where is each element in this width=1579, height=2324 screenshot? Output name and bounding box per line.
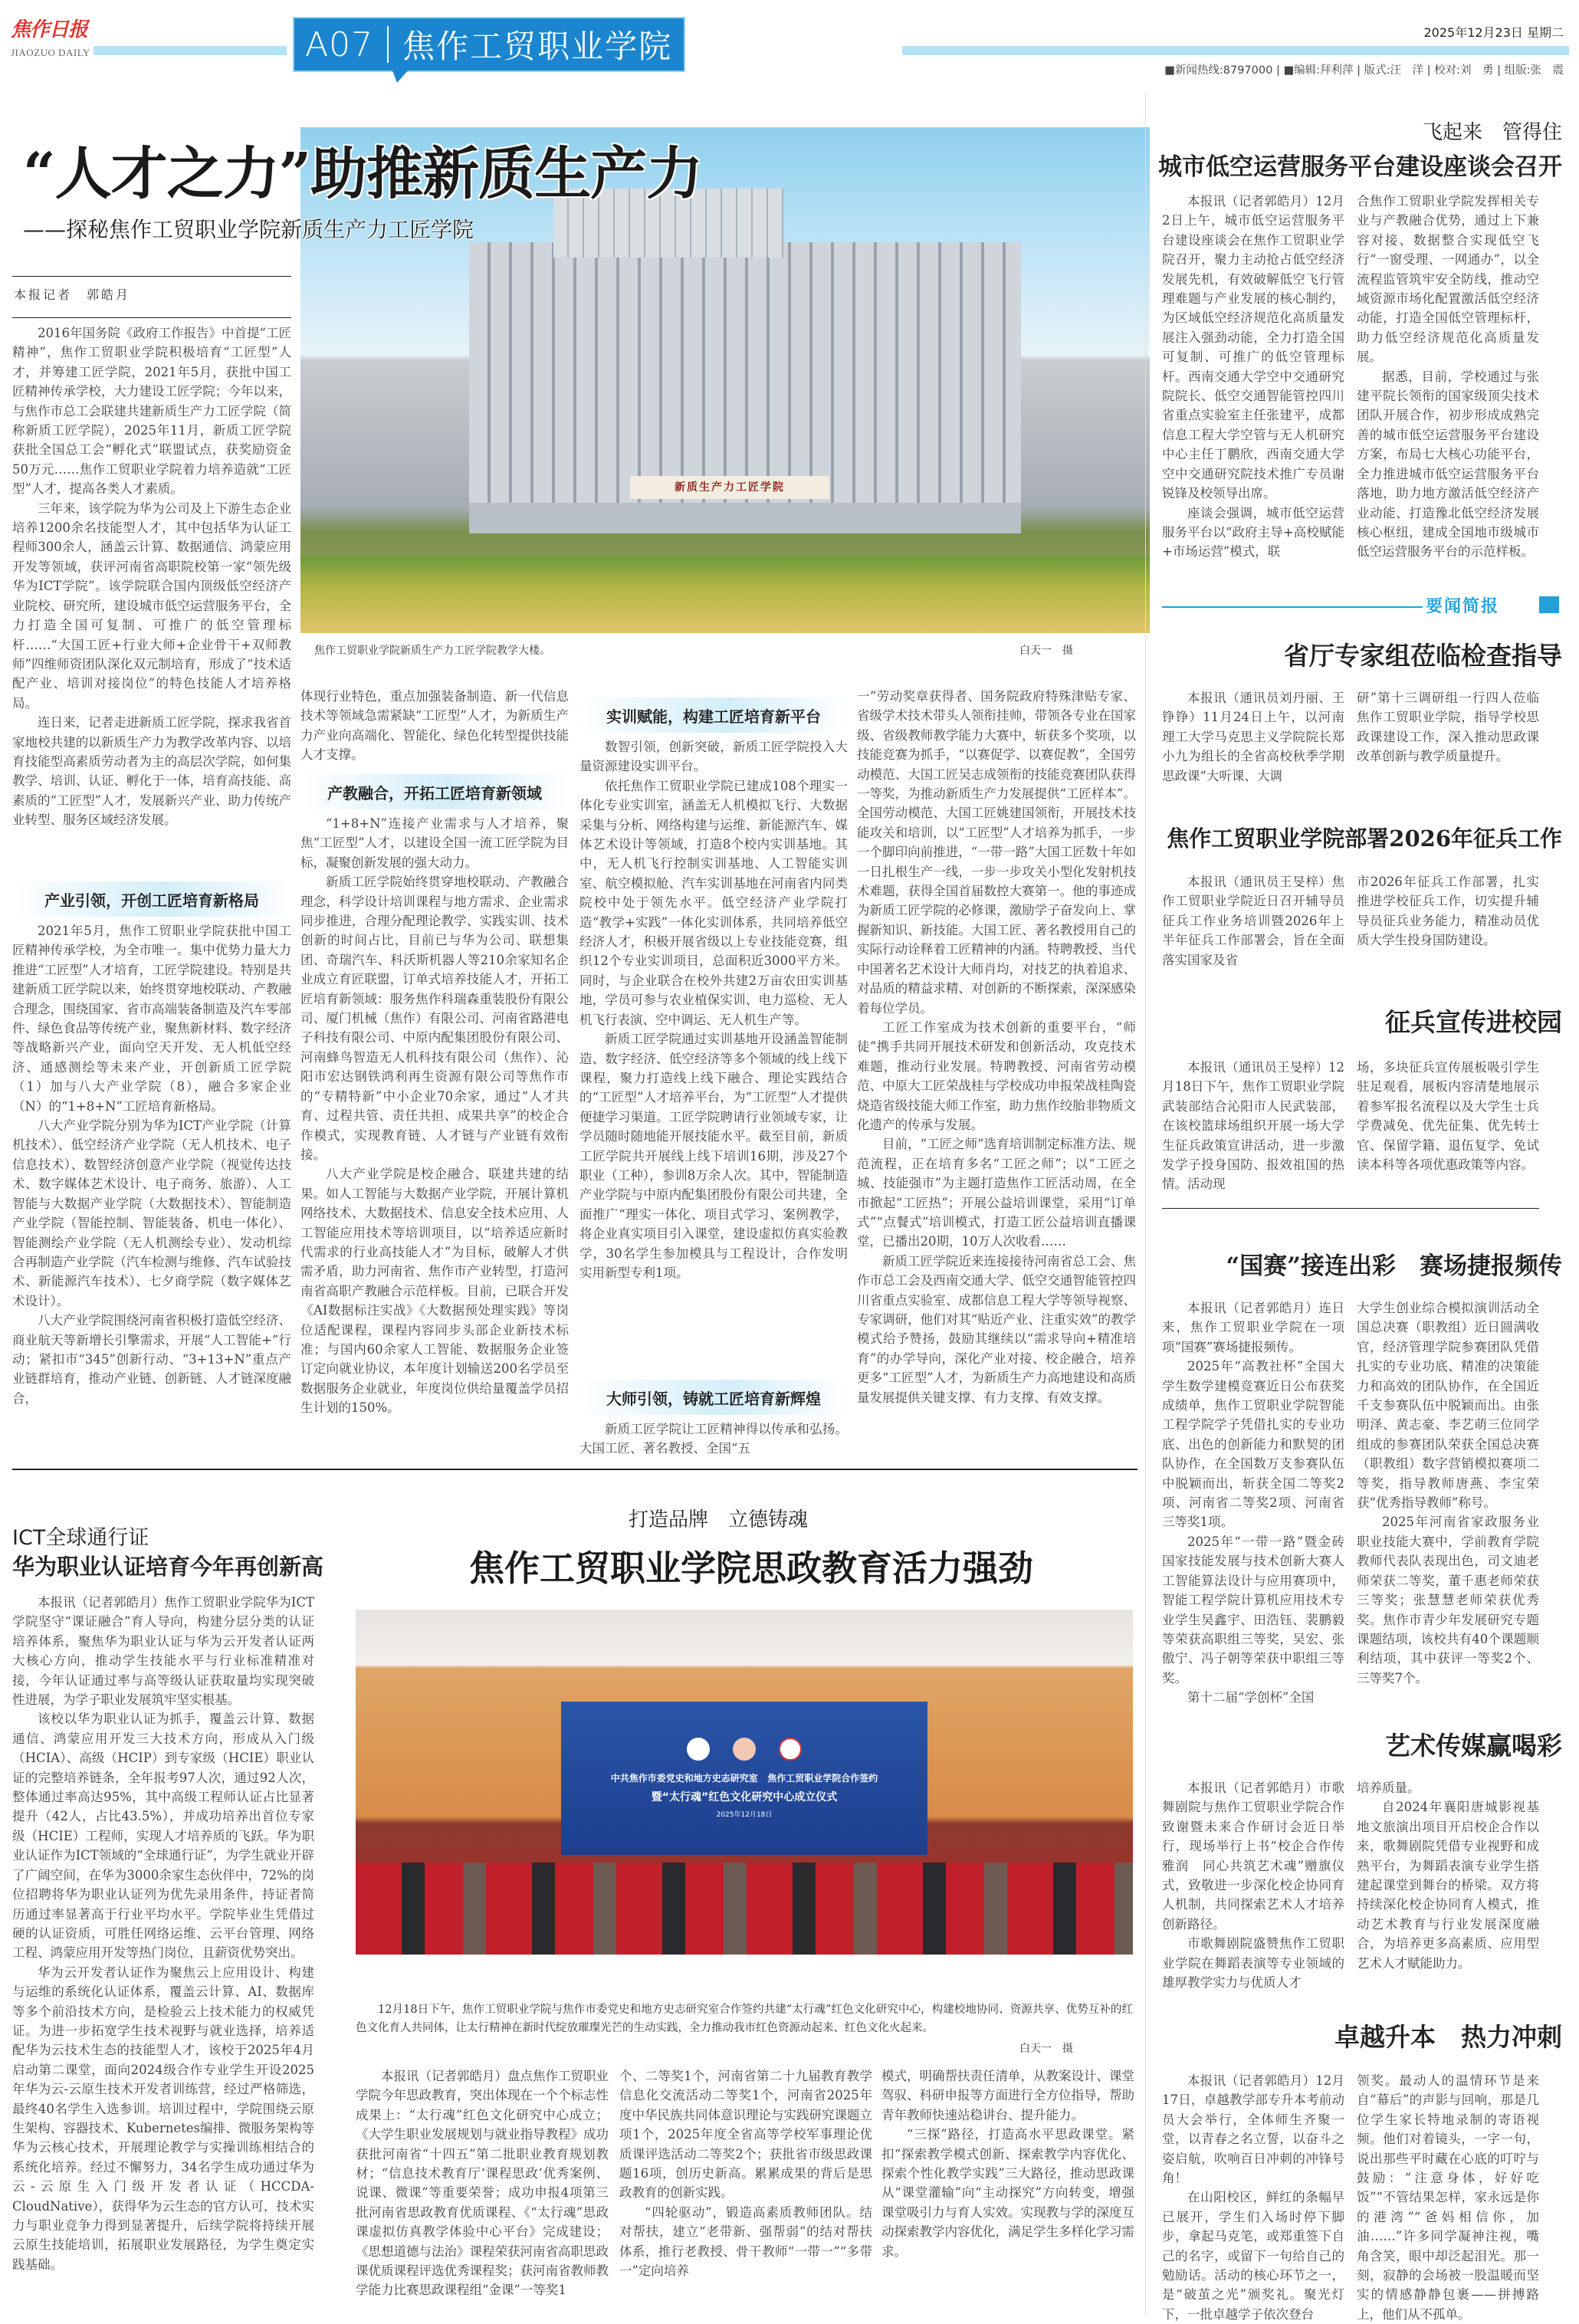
paragraph: “1+8+N”连接产业需求与人才培养，聚焦“工匠型”人才，以建设全国一流工匠学院为目标，凝聚创新发展的强大动力。 bbox=[300, 816, 569, 870]
story1-col1 bbox=[1162, 192, 1344, 560]
paragraph: 研”第十三调研组一行四人莅临焦作工贸职业学院，指导学校思政课建设工作，深入推动思政课改革创新与教学质量提升。 bbox=[1357, 691, 1539, 764]
paragraph: “三探”路径，打造高水平思政课堂。紧扣“探索教学模式创新、探索教学内容优化、探索个性化教学实践”三大路径，推动思政课从“课堂灌输”向“主动探究”方向转变，增强课堂吸引力与育人实效。实现教与学的深度互动探索教学内容优化，满足学生多样化学习需求。 bbox=[881, 2127, 1134, 2259]
screen-title-1: 中共焦作市委党史和地方史志研究室 焦作工贸职业学院合作签约 bbox=[610, 1773, 878, 1784]
paragraph: 八大产业学院围绕河南省积极打造低空经济、商业航天等新增长引擎需求，开展“人工智能+”行动；紧扣市“345”创新行动、“3+13+N”重点产业链群培育，推动产业链、创新链、人才链深度融合， bbox=[12, 1313, 291, 1406]
main-photo-credit: 白天一 摄 bbox=[1019, 645, 1073, 657]
paragraph: 2021年5月，焦作工贸职业学院获批中国工匠精神传承学校，为全市唯一。集中优势力量大力推进“工匠型”人才培育，工匠学院建设。特别是共建新质工匠学院以来，始终贯穿地校联动、产教融合理念，围绕国家、省市高端装备制造及汽车零部件、绿色食品等传统产业，聚焦新材料、数字经济等战略新兴产业，面向空天开发、无人机低空经济、通感测绘等未来产业，开创新质工匠学院（1）加与八大产业学院（8），融合多家企业（N）的“1+8+N”工匠培育新格局。 bbox=[12, 924, 291, 1114]
brief-header-square-icon bbox=[1539, 596, 1559, 613]
paragraph: 自2024年襄阳唐城影视基地文旅演出项目开启校企合作以来，歌舞剧院凭借专业视野和成熟平台，为舞蹈表演专业学生搭建起课堂到舞台的桥梁。双方将持续深化校企协同育人模式，推动艺术教育与行业发展深度融合，为培养更多高素质、应用型艺术人才赋能助力。 bbox=[1357, 1800, 1539, 1971]
paragraph: 数智引领，创新突破，新质工匠学院投入大量资源建设实训平台。 bbox=[579, 740, 848, 774]
paragraph: 本报讯（通讯员王旻梓）12月18日下午，焦作工贸职业学院武装部结合沁阳市人民武装部，在该校篮球场组织开展一场大学生征兵政策宣讲活动，进一步激发学子投身国防、报效祖国的热情。活动现 bbox=[1162, 1060, 1344, 1192]
section-divider bbox=[12, 1469, 1137, 1470]
paragraph: 个、二等奖1个，河南省第二十九届教育教学信息化交流活动二等奖1个，河南省2025年度中华民族共同体意识理论与实践研究课题立项1个，2025年度全省高等学校军事理论优质课评选活动二等奖2个；获批省市级思政课题16项，创历史新高。累累成果的背后是思政教育的创新实践。 bbox=[619, 2069, 872, 2201]
caption-text: 12月18日下午，焦作工贸职业学院与焦作市委党史和地方史志研究室合作签约共建“太行魂”红色文化研究中心，构建校地协同、资源共享、优势互补的红色文化育人共同体，让太行精神在新时代绽放璀璨光芒的生动实践，全力推动我市红色资源动起来、红色文化火起来。 bbox=[356, 2004, 1133, 2034]
right-divider bbox=[1162, 1208, 1539, 1209]
guosai-col1 bbox=[1162, 1298, 1344, 1705]
paragraph: 本报讯（记者郭皓月）市歌舞剧院与焦作工贸职业学院合作致谢暨未来合作研讨会近日举行，现场举行上书“校企合作传雅润 同心共筑艺术魂”赠旗仪式，致敬进一步深化校企协同育人机制，共同探索艺术人才培养创新路径。 bbox=[1162, 1781, 1344, 1932]
feature2-col1 bbox=[356, 2066, 609, 2319]
paragraph: 连日来，记者走进新质工匠学院，探求我省首家地校共建的以新质生产力为教学改革内容、以培育技能型高素质劳动者为主的高层次学院，如何集教学、培训、认证、孵化于一体，培育高技能、高素质的“工匠型”人才，发展新兴产业、助力传统产业转型、服务区域经济发展。 bbox=[12, 715, 291, 828]
feature2-credit: 白天一 摄 bbox=[1019, 2043, 1073, 2055]
paragraph: 依托焦作工贸职业学院已建成108个理实一体化专业实训室，涵盖无人机模拟飞行、大数据采集与分析、网络构建与运维、新能源汽车、媒体艺术设计等领域，打造8个校内实训基地。其中，无人机飞行控制实训基地、人工智能实训室、航空模拟舱、汽车实训基地在河南省内同类院校中处于领先水平。低空经济产业学院打造“教学+实践”一体化实训体系，共同培养低空经济人才，积极开展省级以上专业技能竞赛，组织12个专业实训项目，总面积近3000平方米。同时，与企业联合在校外共建2万亩农田实训基地，学员可参与农业植保实训、电力巡检、无人机飞行表演、空中调运、无人机生产等。 bbox=[579, 778, 848, 1027]
story1-col2 bbox=[1357, 192, 1539, 560]
main-col1 bbox=[12, 323, 291, 860]
paragraph: 市歌舞剧院盛赞焦作工贸职业学院在舞蹈表演等专业领域的雄厚教学实力与优质人才 bbox=[1162, 1936, 1344, 1991]
paragraph: 本报讯（记者郭皓月）焦作工贸职业学院华为ICT学院坚守“课证融合”育人导向，构建分层分类的认证培养体系，聚焦华为职业认证与华为云开发者认证两大核心方向，推动学生技能水平与行业标准精准对接，今年认证通过率与高等级认证获取量均实现突破性进展，为学子职业发展筑牢坚实根基。 bbox=[12, 1595, 314, 1708]
masthead bbox=[0, 0, 1579, 86]
paragraph: 本报讯（通讯员王旻梓）焦作工贸职业学院近日召开辅导员征兵工作业务培训暨2026年上半年征兵工作部署会，旨在全面落实国家及省 bbox=[1162, 875, 1344, 967]
paragraph: 培养质量。 bbox=[1357, 1781, 1420, 1795]
paragraph: 本报讯（记者郭皓月）12月2日上午，城市低空运营服务平台建设座谈会在焦作工贸职业学院召开，聚力主动抢占低空经济发展先机，有效破解低空飞行管理难题与产业发展的核心制约，为区域低空经济规范化高质量发展注入强劲动能，全力打造全国可复制、可推广的低空管理标杆。西南交通大学空中交通研究院院长、低空交通智能管控四川省重点实验室主任张建平，成都信息工程大学空管与无人机研究中心主任丁鹏欣，西南交通大学空中交通研究院技术推广专员谢锐锋及校领导出席。 bbox=[1162, 194, 1344, 501]
paragraph: 本报讯（记者郭皓月）12月17日，卓越教学部专升本考前动员大会举行，全体师生齐聚一堂，以青春之名立誓，以奋斗之姿启航，吹响百日冲刺的冲锋号角！ bbox=[1162, 2073, 1344, 2186]
brief1-col1 bbox=[1162, 688, 1344, 796]
main-subheadline: ——探秘焦作工贸职业学院新质生产力工匠学院 bbox=[23, 217, 474, 242]
paragraph: 八大产业学院分别为华为ICT产业学院（计算机技术）、低空经济产业学院（无人机技术、电子信息技术）、数智经济创意产业学院（视觉传达技术、数字媒体艺术设计、电子商务、旅游）、人工智能与大数据产业学院（大数据技术）、智能制造产业学院（智能控制、智能装备、机电一体化）、智能测绘产业学院（无人机测绘专业）、发动机综合再制造产业学院（汽车检测与维修、汽车试验技术、新能源汽车技术）、七夕商学院（数字媒体艺术设计）。 bbox=[12, 1118, 291, 1308]
newspaper-logo[interactable] bbox=[11, 14, 90, 67]
byline-rule-bottom bbox=[12, 317, 291, 318]
subhead-training: 实训赋能，构建工匠培育新平台 bbox=[579, 698, 848, 733]
story1-title: 城市低空运营服务平台建设座谈会召开 bbox=[1158, 153, 1562, 181]
page-number: A07 bbox=[305, 25, 374, 64]
subhead-integration: 产教融合，开拓工匠培育新领域 bbox=[300, 774, 569, 809]
brief1-col2 bbox=[1357, 688, 1539, 796]
paragraph: 华为云开发者认证作为聚焦云上应用设计、构建与运维的系统化认证体系，覆盖云计算、AI、数据库等多个前沿技术方向，是检验云上技术能力的权威凭证。为进一步拓宽学生技术视野与就业选择，培养适配华为云技术生态的技能型人才，该校于2025年4月启动第二课堂，面向2024级合作专业学生开设2025年华为云-云原生技术开发者训练营，经过严格筛选，最终40名学生入选参训。培训过程中，学院围绕云原生架构、容器技术、Kubernetes编排、微服务架构等华为云核心技术，开展理论教学与实操训练相结合的系统化培养。经过不懈努力，34名学生成功通过华为云-云原生入门级开发者认证（HCCDA-CloudNative），获得华为云生态的官方认可，技术实力与职业竞争力得到显著提升，后续学院将持续开展云原生技能培训，拓展职业发展路径，为学生奠定实践基础。 bbox=[12, 1965, 314, 2272]
paragraph: 目前，“工匠之师”选育培训制定标准方法、规范流程，正在培育多名“工匠之师”；以“工匠之城、技能强市”为主题打造焦作工匠活动周，在全市掀起“工匠热”；开展公益培训课堂，采用“订单式”“点餐式”培训模式，打造工匠公益培训直播课堂，已播出20期，10万人次收看…… bbox=[857, 1137, 1136, 1249]
column-divider bbox=[1145, 92, 1146, 2315]
feature2-photo bbox=[356, 1610, 1133, 1955]
paragraph: 模式，明确帮扶责任清单，从教案设计、课堂驾驭、科研申报等方面进行全方位指导，帮助青年教师快速站稳讲台、提升能力。 bbox=[881, 2069, 1134, 2122]
paragraph: 市2026年征兵工作部署，扎实推进学校征兵工作，切实提升辅导员征兵业务能力，精准动员优质大学生投身国防建设。 bbox=[1357, 875, 1539, 948]
art-col1 bbox=[1162, 1778, 1344, 1991]
paragraph: 座谈会强调，城市低空运营服务平台以“政府主导+高校赋能+市场运营”模式，联 bbox=[1162, 505, 1344, 560]
paragraph: 工匠工作室成为技术创新的重要平台，“师徒”携手共同开展技术研发和创新活动，攻克技术难题，推动行业发展。特聘教授、河南省劳动模范、中原大工匠荣战桂与学校成功申报荣战桂陶瓷烧造省级技能大师工作室，助力焦作绞胎非物质文化遗产的传承与发展。 bbox=[857, 1019, 1136, 1132]
sprint-col1 bbox=[1162, 2071, 1344, 2322]
paragraph: 2025年“高教社杯”全国大学生数学建模竞赛近日公布获奖成绩单，焦作工贸职业学院智能工程学院学子凭借扎实的专业功底、出色的创新能力和默契的团队协作，在全国数万支参赛队伍中脱颖而出，斩获全国二等奖2项、河南省二等奖2项、河南省三等奖1项。 bbox=[1162, 1359, 1344, 1530]
main-photo-caption: 焦作工贸职业学院新质生产力工匠学院教学大楼。 bbox=[314, 645, 550, 657]
brief3-col1 bbox=[1162, 1058, 1344, 1192]
masthead-rule-left bbox=[94, 46, 287, 55]
paragraph: 新质工匠学院近来连接接待河南省总工会、焦作市总工会及西南交通大学、低空交通智能管控四川省重点实验室、成都信息工程大学等领导视察、专家调研，他们对其“贴近产业、注重实效”的教学模式给予赞扬，鼓励其继续以“需求导向+精准培育”的办学导向，深化产业对接、校企融合，培养更多“工匠型”人才，为新质生产力高地建设和高质量发展提供关键支撑、有力支撑、有效支撑。 bbox=[857, 1253, 1136, 1405]
paragraph: 大学生创业综合模拟演训活动全国总决赛（职教组）近日圆满收官，经济管理学院参赛团队凭借扎实的专业功底、精准的决策能力和高效的团队协作，在全国近千支参赛队伍中脱颖而出。由张明泽、黄志豪、李艺萌三位同学组成的参赛团队荣获全国总决赛（职教组）数字营销模拟赛项二等奖，指导教师唐燕、李宝荣获“优秀指导教师”称号。 bbox=[1357, 1301, 1539, 1511]
section-name: 焦作工贸职业学院 bbox=[402, 28, 673, 65]
paragraph: 领奖。最动人的温情环节是来自“幕后”的声影与回响，那是几位学生家长特地录制的寄语视频。他们对着镜头，一字一句，说出那些平时藏在心底的叮咛与鼓励：“注意身体，好好吃饭”“不管结果怎样，家永远是你的港湾”“爸妈相信你，加油……”许多同学凝神注视，嘴角含笑，眼中却泛起泪光。那一刻，寂静的会场被一股温暖而坚实的情感静静包裹——拼搏路上，他们从不孤单。 bbox=[1357, 2073, 1539, 2322]
building-sign: 新质生产力工匠学院 bbox=[630, 476, 829, 499]
paragraph: 2025年“一带一路”暨金砖国家技能发展与技术创新大赛人工智能算法设计与应用赛项中，智能工程学院计算机应用技术专业学生吴鑫宇、田浩钰、裴鹏毅等荣获高职组三等奖，吴宏、张傲宁、冯子朝等荣获中职组三等奖。 bbox=[1162, 1534, 1344, 1686]
paragraph: 一”劳动奖章获得者、国务院政府特殊津贴专家、省级学术技术带头人领衔挂帅，带领各专业在国家级、省级教师教学能力大赛中，斩获多个奖项，以技能竞赛为抓手，“以赛促学、以赛促教”，全国劳动模范、大国工匠吴志成领衔的技能竞赛团队获得一等奖，为推动新质生产力发展提供“工匠样本”。全国劳动模范、大国工匠姚建国领衔，开展技术技能攻关和培训，以“工匠型”人才培养为抓手，一步一个脚印向前推进，“一带一路”大国工匠数十年如一日扎根生产一线，一步一步攻关小型化发射机技术难题，获得全国首届数控大赛第一。他的事迹成为新质工匠学院的必修课，激励学子奋发向上、掌握新知识、新技能。大国工匠、著名教授用自己的实际行动诠释着工匠精神的内涵。特聘教授、当代中国著名艺术设计大师肖均，对技艺的执着追求、对品质的精益求精、对创新的不断探索，深深感染着每位学员。 bbox=[857, 689, 1136, 1016]
logo-english: JIAOZUO DAILY bbox=[11, 47, 90, 58]
paragraph: 本报讯（记者郭皓月）盘点焦作工贸职业学院今年思政教育，突出体现在一个个标志性成果上：“太行魂”红色文化研究中心成立；《大学生职业发展规划与就业指导教程》成功获批河南省“十四五”第二批职业教育规划教材；“信息技术教育厅‘课程思政’优秀案例、说课、微课”等重要荣誉；成功申报4项第三批河南省思政教育优质课程、《“太行魂”思政课虚拟仿真教学体验中心平台》完成建设；《思想道德与法治》课程荣获河南省高职思政课优质课程评选优秀课程奖；获河南省教师教学能力比赛思政课程组“金课”一等奖1 bbox=[356, 2069, 609, 2298]
paragraph: 合焦作工贸职业学院发挥相关专业与产教融合优势，通过上下兼容对接、数据整合实现低空飞行“一窗受理、一网通办”，以全流程监管筑牢安全防线，推动空域资源市场化配置激活低空经济动能，打造全国低空管理标杆，助力低空经济规范化高质量发展。 bbox=[1357, 194, 1539, 365]
paragraph: 2025年河南省家政服务业职业技能大赛中，学前教育学院教师代表队表现出色，司文迪老师荣获二等奖，董千惠老师荣获三等奖；张慧慧老师荣获优秀奖。焦作市青少年发展研究专题课题结项，该校共有40个课题顺利结项，其中获评一等奖2个、三等奖7个。 bbox=[1357, 1515, 1539, 1686]
main-col3b bbox=[579, 1420, 848, 1459]
paragraph: 在山阳校区，鲜红的条幅早已展开，学生们入场时停下脚步，拿起马克笔，或郑重签下自己的名字，或留下一句给自己的勉励话。活动的核心环节之一，是“破茧之光”颁奖礼。聚光灯下，一批卓越学子依次登台 bbox=[1162, 2190, 1344, 2322]
guosai-title: “国赛”接连出彩 赛场捷报频传 bbox=[1226, 1252, 1562, 1280]
paragraph: 2016年国务院《政府工作报告》中首提“工匠精神”，焦作工贸职业学院积极培育“工匠型”人才，并筹建工匠学院，2021年5月，获批中国工匠精神传承学校，大力建设工匠学院；今年以来，与焦作市总工会联建共建新质生产力工匠学院（简称新质工匠学院），2025年11月，新质工匠学院获批全国总工会“孵化式”联盟试点，获奖励资金50万元……焦作工贸职业学院着力培养造就“工匠型”人才，提高各类人才素质。 bbox=[12, 326, 291, 497]
school-emblem-icon bbox=[687, 1738, 710, 1761]
byline: 本报记者 郭皓月 bbox=[14, 287, 131, 302]
paragraph: 新质工匠学院始终贯穿地校联动、产教融合理念，科学设计培训课程与地方需求、企业需求同步推进，合理分配理论教学、实践实训、技术创新的时间占比，目前已与华为公司、联想集团、奇瑞汽车、科沃斯机器人等210余家知名企业成立育匠联盟，订单式培养技能人才，开拓工匠培育新领域：服务焦作科瑞森重装股份有限公司、厦门机械（焦作）有限公司、河南省路港电子科技有限公司、中原内配集团股份有限公司、河南蜂鸟智造无人机科技有限公司（焦作）、沁阳市宏达钢铁鸿利再生资源有限公司等焦作市的“专精特新”中小企业70余家，通过“人才共育、过程共管、责任共担、成果共享”的校企合作模式，实现教育链、人才链与产业链有效衔接。 bbox=[300, 875, 569, 1162]
paragraph: 本报讯（记者郭皓月）连日来，焦作工贸职业学院在一项项“国赛”赛场捷报频传。 bbox=[1162, 1301, 1344, 1354]
brief2-col1 bbox=[1162, 872, 1344, 972]
paragraph: 八大产业学院是校企融合、联建共建的结果。如人工智能与大数据产业学院，开展计算机网络技术、大数据技术、信息安全技术应用、人工智能应用技术等培训项目，以“培养适应新时代需求的行业高技能人才”为目标，破解人才供需矛盾，助力河南省、焦作市产业转型，打造河南省高职产教融合示范样板。目前，已联合开发《AI数据标注实战》《大数据预处理实践》等岗位适配课程，课程内容同步头部企业新技术标准；与国内60余家人工智能、数据服务企业签订定向就业协议，本年度计划输送200名学员至数据服务企业就业，年度岗位供给量覆盖学员招生计划的150%。 bbox=[300, 1167, 569, 1416]
main-col1b bbox=[12, 921, 291, 1458]
feature2-caption bbox=[356, 2001, 1133, 2037]
masthead-rule-right bbox=[902, 46, 1569, 55]
brief3-col2 bbox=[1357, 1058, 1539, 1180]
sprint-title: 卓越升本 热力冲刺 bbox=[1334, 2022, 1562, 2052]
paragraph: 本报讯（通讯员刘丹丽、王铮铮）11月24日上午，以河南理工大学马克思主义学院院长郑小九为组长的全省高校秋季学期思政课“大听课、大调 bbox=[1162, 691, 1344, 783]
art-title: 艺术传媒赢喝彩 bbox=[1385, 1731, 1562, 1761]
brief-header-rule bbox=[1162, 606, 1423, 608]
main-col3 bbox=[579, 737, 848, 1366]
subhead-masters: 大师引领，铸就工匠培育新辉煌 bbox=[579, 1380, 848, 1415]
lawn bbox=[300, 556, 1150, 633]
feature2-col2 bbox=[619, 2066, 872, 2319]
stage-screen bbox=[561, 1702, 927, 1855]
brief2-title: 焦作工贸职业学院部署2026年征兵工作 bbox=[1167, 826, 1562, 852]
main-col2 bbox=[300, 687, 569, 765]
brief3-title: 征兵宣传进校园 bbox=[1385, 1007, 1562, 1037]
issue-date: 2025年12月23日 星期二 bbox=[1423, 25, 1564, 40]
staff-credits: ■新闻热线:8797000 | ■编辑:拜利萍 | 版式:汪 洋 | 校对:刘 勇 | 组版:张 震 bbox=[1164, 64, 1564, 77]
paragraph: 场，多块征兵宣传展板吸引学生驻足观看，展板内容清楚地展示着参军报名流程以及大学生士兵学费减免、优先征集、优先转士官、保留学籍、退伍复学、免试读本科等各项优惠政策等内容。 bbox=[1357, 1060, 1539, 1173]
ict-title-line1: ICT全球通行证 bbox=[12, 1526, 149, 1550]
screen-title-2: 暨“太行魂”红色文化研究中心成立仪式 bbox=[651, 1791, 838, 1804]
banner-pointer bbox=[392, 71, 408, 83]
banner-divider bbox=[387, 26, 389, 63]
feature2-col3 bbox=[881, 2066, 1134, 2319]
paragraph: 新质工匠学院通过实训基地开设涵盖智能制造、数字经济、低空经济等多个领域的线上线下课程，聚力打造线上线下融合、理论实践结合的“工匠型”人才培养平台，为“工匠型”人才提供便捷学习渠道。工匠学院聘请行业领域专家，让学员随时随地能开展技能水平。截至目前，新质工匠学院共开展线上线下培训16期，涉及27个职业（工种），参训8万余人次。其中，智能制造产业学院与中原内配集团股份有限公司共建，全面推广“理实一体化、项目式学习、案例教学，将企业真实项目引入课堂，建设虚拟仿真实验教学，30名学生参加模具与工程设计，合作发明实用新型专利1项。 bbox=[579, 1032, 848, 1280]
paragraph: 三年来，该学院为华为公司及上下游生态企业培养1200余名技能型人才，其中包括华为认证工程师300余人，涵盖云计算、数据通信、鸿蒙应用开发等领域，获评河南省高职院校第一家“领先级华为ICT学院”。该学院联合国内顶级低空经济产业院校、研究所，建设城市低空运营服务平台，全力打造全国可复制、可推广的低空管理标杆……“大国工匠+行业大师+企业骨干+双师教师”四维师资团队深化双元制培育，形成了“技术适配产业、培训对接岗位”的特色技能人才培养格局。 bbox=[12, 501, 291, 711]
byline-rule-top bbox=[12, 276, 291, 277]
main-col2b bbox=[300, 814, 569, 1458]
paragraph: “四轮驱动”，锻造高素质教师团队。结对帮扶，建立“老带新、强帮弱”的结对帮扶体系，推行老教授、骨干教师“一带一”“多带一”定向培养 bbox=[619, 2204, 872, 2279]
main-col4 bbox=[857, 687, 1136, 1459]
section-banner bbox=[293, 17, 685, 72]
feature2-headline: 焦作工贸职业学院思政教育活力强劲 bbox=[469, 1548, 1033, 1589]
paragraph: 第十二届“学创杯”全国 bbox=[1187, 1690, 1315, 1705]
emblem-row bbox=[687, 1738, 802, 1761]
feature2-kicker: 打造品牌 立德铸魂 bbox=[629, 1508, 809, 1531]
main-headline: “人才之力”助推新质生产力 bbox=[23, 141, 703, 207]
paragraph: 新质工匠学院让工匠精神得以传承和弘扬。大国工匠、著名教授、全国“五 bbox=[579, 1422, 848, 1456]
party-emblem-icon bbox=[733, 1738, 756, 1761]
center-emblem-icon bbox=[779, 1738, 802, 1761]
ict-title-line2: 华为职业认证培育今年再创新高 bbox=[12, 1554, 324, 1580]
logo-chinese: 焦作日报 bbox=[11, 18, 88, 41]
ict-body bbox=[12, 1593, 314, 2313]
brief-header: 要闻简报 bbox=[1426, 597, 1500, 616]
sprint-col2 bbox=[1357, 2071, 1539, 2322]
screen-date: 2025年12月18日 bbox=[716, 1811, 773, 1819]
paragraph: 该校以华为职业认证为抓手，覆盖云计算、数据通信、鸿蒙应用开发三大技术方向，形成从入门级（HCIA）、高级（HCIP）到专家级（HCIE）职业认证的完整培养链条，全年报考97人次，通过92人次，整体通过率高达95%，其中高级工程师认证占比显著提升（42人，占比43.5%），并成功培养出首位专家级（HCIE）工程师，实现人才培养质的飞跃。华为职业认证作为ICT领域的“全球通行证”，为学生就业开辟了广阔空间，在华为3000余家生态伙伴中，72%的岗位招聘将华为职业认证列为优先录用条件，持证者简历通过率显著高于行业平均水平。学院毕业生凭借过硬的认证资质，可胜任网络运维、云平台管理、网络工程、鸿蒙应用开发等热门岗位，且薪资优势突出。 bbox=[12, 1712, 314, 1961]
subhead-industry: 产业引领，开创工匠培育新格局 bbox=[12, 881, 291, 917]
art-col2 bbox=[1357, 1778, 1539, 1978]
brief1-title: 省厅专家组莅临检查指导 bbox=[1284, 641, 1562, 671]
story1-kicker: 飞起来 管得住 bbox=[1422, 121, 1562, 144]
brief2-col2 bbox=[1357, 872, 1539, 972]
audience-seats bbox=[356, 1863, 1133, 1955]
guosai-col2 bbox=[1357, 1298, 1539, 1697]
paragraph: 体现行业特色，重点加强装备制造、新一代信息技术等领域急需紧缺“工匠型”人才，为新质生产力产业向高端化、智能化、绿色化转型提供技能人才支撑。 bbox=[300, 689, 569, 763]
paragraph: 据悉，目前，学校通过与张建平院长领衔的国家级顶尖技术团队开展合作，初步形成成熟完善的城市低空运营服务平台建设方案，布局七大核心功能平台，全力推进城市低空运营服务平台落地，助力地方激活低空经济产业动能、打造豫北低空经济发展核心枢纽，建成全国地市级城市低空运营服务平台的示范样板。 bbox=[1357, 369, 1539, 560]
